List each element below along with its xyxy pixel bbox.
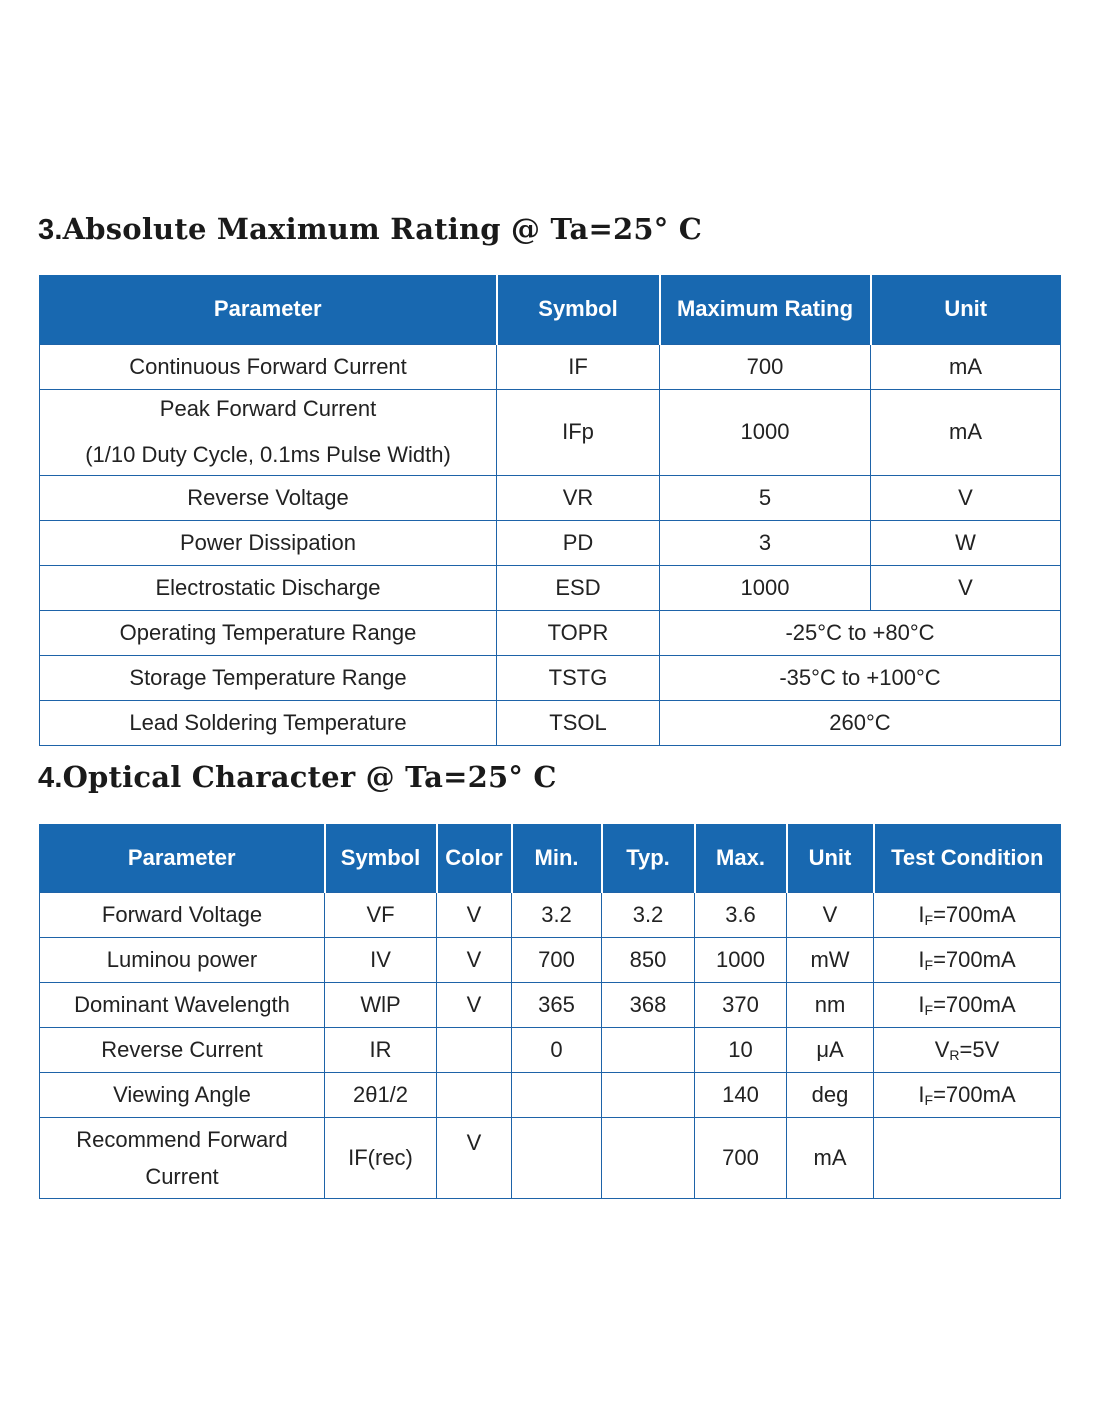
unit-cell: V (787, 892, 874, 937)
color-cell (437, 1072, 512, 1117)
column-header: Typ. (602, 824, 695, 892)
rating-cell: 5 (660, 475, 871, 520)
symbol-cell: IFp (497, 389, 660, 475)
column-header: Parameter (40, 824, 325, 892)
symbol-cell: VF (325, 892, 437, 937)
typ-cell: 3.2 (602, 892, 695, 937)
table-row (40, 1117, 1061, 1198)
condition-symbol: V (934, 1036, 950, 1062)
symbol-cell: WlP (325, 982, 437, 1027)
test-condition-cell (874, 937, 1061, 982)
symbol-cell: ESD (497, 565, 660, 610)
color-cell (437, 1027, 512, 1072)
section-4-title: Optical Character @ Ta=25° C (62, 760, 557, 794)
parameter-cell: Electrostatic Discharge (40, 565, 497, 610)
rating-cell: 260°C (660, 700, 1061, 745)
min-cell: 700 (512, 937, 602, 982)
unit-cell: V (871, 475, 1061, 520)
condition-subscript: F (924, 1091, 934, 1108)
column-header: Unit (871, 275, 1061, 344)
max-cell: 10 (695, 1027, 787, 1072)
max-cell: 370 (695, 982, 787, 1027)
min-cell: 3.2 (512, 892, 602, 937)
max-cell: 700 (695, 1117, 787, 1198)
typ-cell (602, 1117, 695, 1198)
test-condition-cell (874, 1117, 1061, 1198)
parameter-cell: Lead Soldering Temperature (40, 700, 497, 745)
max-cell: 140 (695, 1072, 787, 1117)
column-header: Max. (695, 824, 787, 892)
section-3-title: Absolute Maximum Rating @ Ta=25° C (62, 212, 703, 246)
symbol-cell: TOPR (497, 610, 660, 655)
table-header-row (40, 275, 1061, 344)
parameter-cell: Power Dissipation (40, 520, 497, 565)
test-condition-cell (874, 1072, 1061, 1117)
max-cell: 1000 (695, 937, 787, 982)
column-header: Color (437, 824, 512, 892)
symbol-cell: IF (497, 344, 660, 389)
table-row (40, 565, 1061, 610)
section-3-heading (38, 212, 702, 247)
min-cell (512, 1072, 602, 1117)
rating-cell: -35°C to +100°C (660, 655, 1061, 700)
unit-cell: mA (871, 389, 1061, 475)
table-row (40, 655, 1061, 700)
condition-value: =700mA (933, 901, 1016, 927)
symbol-cell: VR (497, 475, 660, 520)
parameter-cell: Dominant Wavelength (40, 982, 325, 1027)
symbol-cell: IV (325, 937, 437, 982)
table-row (40, 1027, 1061, 1072)
rating-cell: 1000 (660, 565, 871, 610)
symbol-cell: IF(rec) (325, 1117, 437, 1198)
parameter-label: Peak Forward Current (159, 396, 377, 421)
typ-cell: 368 (602, 982, 695, 1027)
unit-cell: nm (787, 982, 874, 1027)
unit-cell: mA (871, 344, 1061, 389)
min-cell (512, 1117, 602, 1198)
typ-cell: 850 (602, 937, 695, 982)
unit-cell: V (871, 565, 1061, 610)
parameter-cell: Luminou power (40, 937, 325, 982)
condition-value: =5V (959, 1036, 1000, 1062)
condition-subscript: F (924, 911, 934, 928)
column-header: Test Condition (874, 824, 1061, 892)
parameter-cell (40, 389, 497, 475)
rating-cell: 700 (660, 344, 871, 389)
section-4-heading (38, 760, 557, 795)
parameter-cell: Viewing Angle (40, 1072, 325, 1117)
parameter-note: (1/10 Duty Cycle, 0.1ms Pulse Width) (85, 442, 451, 467)
table-row (40, 520, 1061, 565)
color-cell: V (437, 937, 512, 982)
condition-value: =700mA (933, 991, 1016, 1017)
color-cell: V (437, 1117, 512, 1198)
parameter-cell: Reverse Voltage (40, 475, 497, 520)
rating-cell: 1000 (660, 389, 871, 475)
symbol-cell: IR (325, 1027, 437, 1072)
condition-value: =700mA (933, 1081, 1016, 1107)
column-header: Unit (787, 824, 874, 892)
section-4-number: 4. (38, 762, 63, 794)
condition-subscript: R (949, 1046, 960, 1063)
table-row (40, 344, 1061, 389)
unit-cell: mW (787, 937, 874, 982)
min-cell: 0 (512, 1027, 602, 1072)
condition-subscript: F (924, 1001, 934, 1018)
typ-cell (602, 1072, 695, 1117)
symbol-cell: PD (497, 520, 660, 565)
table-header-row (40, 824, 1061, 892)
test-condition-cell (874, 982, 1061, 1027)
typ-cell (602, 1027, 695, 1072)
test-condition-cell (874, 892, 1061, 937)
rating-cell: 3 (660, 520, 871, 565)
parameter-cell: Reverse Current (40, 1027, 325, 1072)
column-header: Symbol (497, 275, 660, 344)
color-cell: V (437, 982, 512, 1027)
column-header: Min. (512, 824, 602, 892)
parameter-cell: Storage Temperature Range (40, 655, 497, 700)
symbol-cell: TSOL (497, 700, 660, 745)
parameter-cell: Forward Voltage (40, 892, 325, 937)
test-condition-cell (874, 1027, 1061, 1072)
unit-cell: W (871, 520, 1061, 565)
optical-character-table (39, 824, 1061, 1199)
condition-symbol: I (918, 901, 925, 927)
condition-symbol: I (918, 991, 925, 1017)
table-row (40, 700, 1061, 745)
parameter-cell: Operating Temperature Range (40, 610, 497, 655)
table-row (40, 610, 1061, 655)
rating-cell: -25°C to +80°C (660, 610, 1061, 655)
table-row (40, 475, 1061, 520)
min-cell: 365 (512, 982, 602, 1027)
table-row (40, 389, 1061, 475)
symbol-cell: 2θ1/2 (325, 1072, 437, 1117)
condition-subscript: F (924, 956, 934, 973)
unit-cell: deg (787, 1072, 874, 1117)
max-cell: 3.6 (695, 892, 787, 937)
section-3-number: 3. (38, 214, 63, 246)
column-header: Maximum Rating (660, 275, 871, 344)
symbol-cell: TSTG (497, 655, 660, 700)
parameter-cell: Continuous Forward Current (40, 344, 497, 389)
absolute-maximum-rating-table (39, 275, 1061, 746)
table-row (40, 982, 1061, 1027)
column-header: Parameter (40, 275, 497, 344)
table-row (40, 937, 1061, 982)
condition-value: =700mA (933, 946, 1016, 972)
table-row (40, 1072, 1061, 1117)
condition-symbol: I (918, 1081, 925, 1107)
table-row (40, 892, 1061, 937)
unit-cell: mA (787, 1117, 874, 1198)
condition-symbol: I (918, 946, 925, 972)
color-cell: V (437, 892, 512, 937)
unit-cell: μA (787, 1027, 874, 1072)
parameter-cell: Recommend Forward Current (40, 1117, 325, 1198)
column-header: Symbol (325, 824, 437, 892)
